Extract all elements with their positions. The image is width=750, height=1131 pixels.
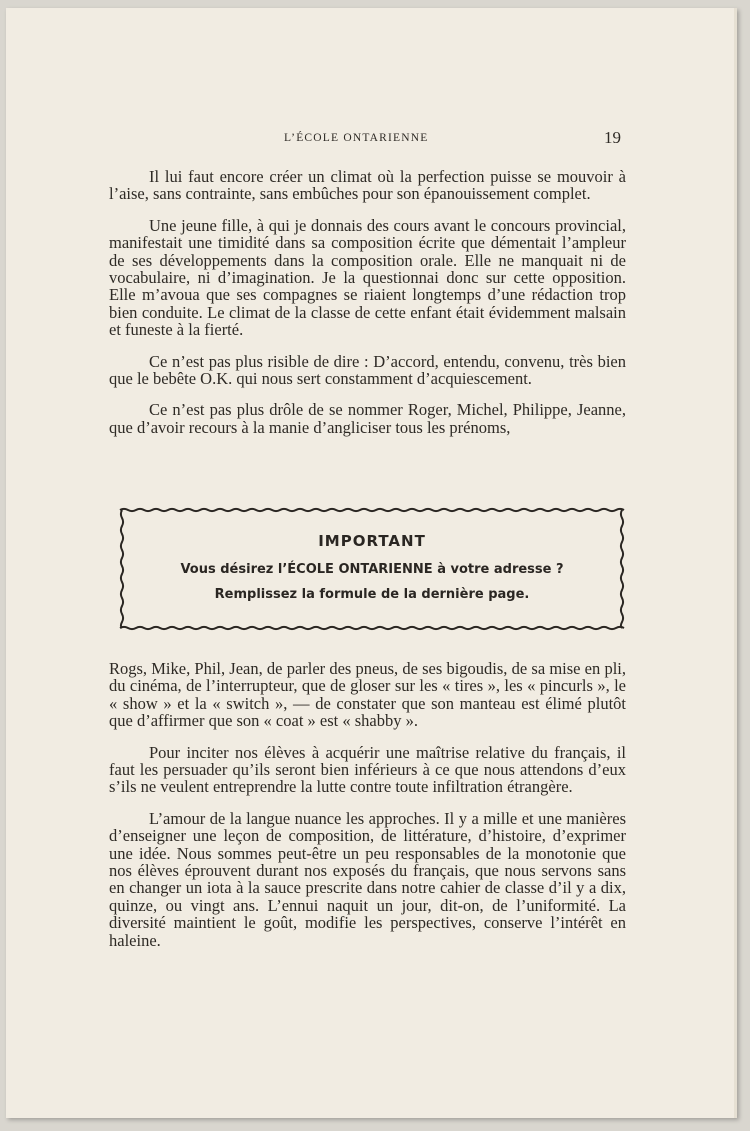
paragraph: Il lui faut encore créer un climat où la perfection puisse se mouvoir à l’aise, sans contrainte, sans embûches pour son épanouissement complet. (109, 167, 626, 204)
paragraph-continued: Rogs, Mike, Phil, Jean, de parler des pneus, de ses bigoudis, de sa mise en pli, du cinéma, de l’interrupteur, que de gloser sur les « tires », les « pincurls », le « show » et la « switch », — de constater que son manteau est élimé plutôt que d’affirmer que son « coat » est « shabby ». (109, 659, 626, 731)
paragraph: Pour inciter nos élèves à acquérir une maîtrise relative du français, il faut les persuader qu’ils seront bien inférieurs à ce que nous attendons d’eux s’ils ne veulent entreprendre la lutte contre toute infiltration étrangère. (109, 742, 626, 797)
body-text-bottom (109, 660, 626, 963)
paragraph: Ce n’est pas plus drôle de se nommer Roger, Michel, Philippe, Jeanne, que d’avoir recours à la manie d’angliciser tous les prénoms, (109, 400, 626, 437)
running-title: L’ÉCOLE ONTARIENNE (284, 132, 429, 144)
notice-line-2: Remplissez la formule de la dernière page. (214, 587, 530, 602)
subscription-notice-box (118, 506, 626, 632)
notice-content (118, 532, 626, 602)
page-header (6, 128, 734, 150)
paragraph: Une jeune fille, à qui je donnais des cours avant le concours provincial, manifestait une timidité dans sa composition écrite que démentait l’ampleur de ses développements dans la composition orale. Elle ne manquait ni de vocabulaire, ni d’imagination. Je la questionnai donc sur cette opposition. Elle m’avoua que ses compagnes se riaient longtemps d’une rédaction trop bien conduite. Le climat de la classe de cette enfant était évidemment malsain et funeste à la fierté. (109, 215, 626, 340)
paragraph: Ce n’est pas plus risible de dire : D’accord, entendu, convenu, très bien que le bebête O.K. qui nous sert constamment d’acquiescement. (109, 351, 626, 389)
notice-line-1: Vous désirez l’ÉCOLE ONTARIENNE à votre adresse ? (180, 562, 564, 577)
page-number: 19 (604, 128, 621, 147)
notice-title: IMPORTANT (318, 532, 426, 550)
paragraph: L’amour de la langue nuance les approches. Il y a mille et une manières d’enseigner une leçon de composition, de littérature, d’histoire, d’exprimer une idée. Nous sommes peut-être un peu responsables de la monotonie que nos élèves éprouvent durant nos exposés du français, que nous servons sans en changer un iota à la sauce prescrite dans notre cahier de classe d’il y a dix, quinze, ou vingt ans. L’ennui naquit un jour, dit-on, de l’uniformité. La diversité maintient le goût, modifie les perspectives, conserve l’intérêt en haleine. (109, 808, 626, 950)
book-page (6, 8, 737, 1118)
body-text-top (109, 168, 626, 450)
